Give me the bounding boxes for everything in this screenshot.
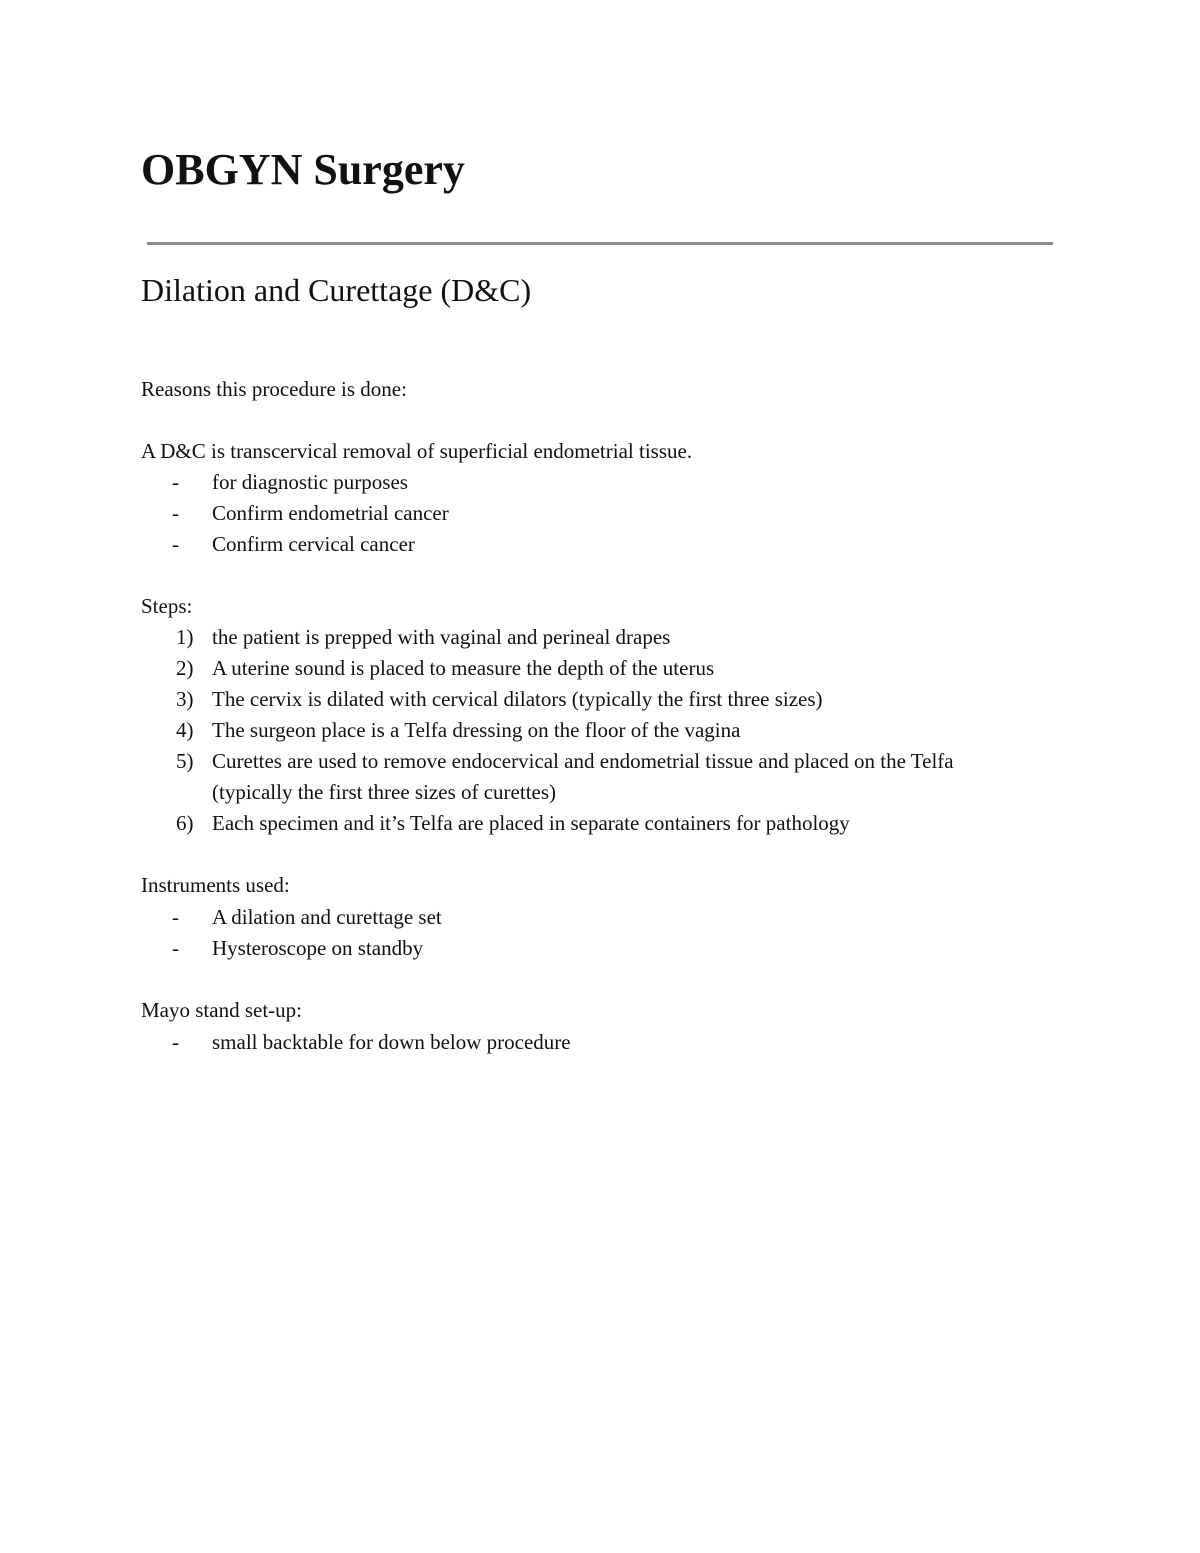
step-text-continued: (typically the first three sizes of curettes) — [212, 780, 557, 804]
step-text: the patient is prepped with vaginal and perineal drapes — [212, 625, 671, 649]
bullet: - — [172, 470, 179, 494]
page-title: OBGYN Surgery — [141, 145, 465, 194]
definition: A D&C is transcervical removal of superficial endometrial tissue. — [141, 439, 693, 463]
list-item: Confirm endometrial cancer — [212, 501, 449, 525]
step-number: 3) — [176, 687, 194, 711]
bullet: - — [172, 501, 179, 525]
list-item: Hysteroscope on standby — [212, 936, 424, 960]
section-title: Dilation and Curettage (D&C) — [141, 272, 532, 308]
step-number: 6) — [176, 811, 194, 835]
step-text: The cervix is dilated with cervical dilators (typically the first three sizes) — [212, 687, 823, 711]
step-text: A uterine sound is placed to measure the depth of the uterus — [212, 656, 715, 680]
steps-heading: Steps: — [141, 594, 193, 618]
bullet: - — [172, 905, 179, 929]
mayo-heading: Mayo stand set-up: — [141, 998, 302, 1022]
list-item: A dilation and curettage set — [212, 905, 442, 929]
step-number: 5) — [176, 749, 194, 773]
step-text: Curettes are used to remove endocervical and endometrial tissue and placed on the Telfa — [212, 749, 954, 773]
instruments-heading: Instruments used: — [141, 873, 290, 897]
step-text: The surgeon place is a Telfa dressing on the floor of the vagina — [212, 718, 741, 742]
list-item: for diagnostic purposes — [212, 470, 408, 494]
bullet: - — [172, 936, 179, 960]
list-item: Confirm cervical cancer — [212, 532, 415, 556]
divider — [147, 242, 1053, 245]
step-number: 1) — [176, 625, 194, 649]
step-text: Each specimen and it’s Telfa are placed in separate containers for pathology — [212, 811, 850, 835]
list-item: small backtable for down below procedure — [212, 1030, 571, 1054]
step-number: 2) — [176, 656, 194, 680]
bullet: - — [172, 532, 179, 556]
reasons-heading: Reasons this procedure is done: — [141, 377, 407, 401]
step-number: 4) — [176, 718, 194, 742]
bullet: - — [172, 1030, 179, 1054]
